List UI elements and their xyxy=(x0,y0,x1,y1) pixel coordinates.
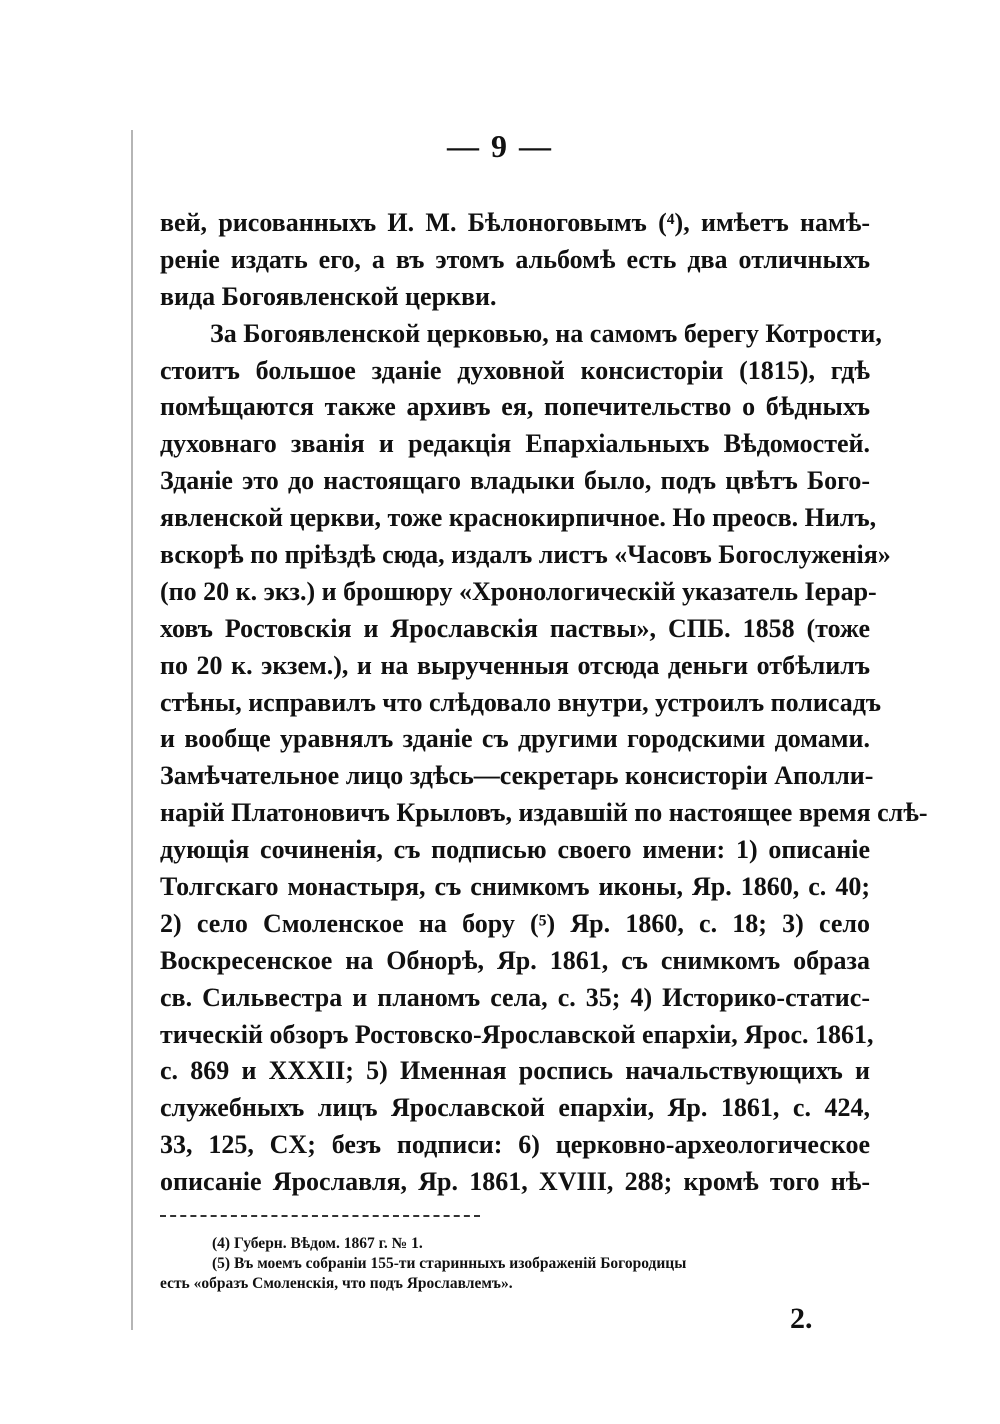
text-line: стоитъ большое зданіе духовной консисторіи (1815), гдѣ xyxy=(160,355,870,385)
text-line: За Богоявленской церковью, на самомъ берегу Котрости, xyxy=(210,318,882,348)
text-line: нарій Платоновичъ Крыловъ, издавшій по настоящее время слѣ- xyxy=(160,798,928,828)
text-line: стѣны, исправилъ что слѣдовало внутри, устроилъ полисадъ xyxy=(160,687,882,717)
footnote-separator xyxy=(160,1215,480,1217)
footnote-5: (5) Въ моемъ собраніи 155-ти старинныхъ изображеній Богородицы xyxy=(212,1255,687,1272)
text-line: Замѣчательное лицо здѣсь—секретарь консисторіи Аполли- xyxy=(160,761,874,791)
body-text xyxy=(160,205,928,1201)
text-line: помѣщаются также архивъ ея, попечительство о бѣдныхъ xyxy=(160,392,870,422)
text-line: св. Сильвестра и планомъ села, с. 35; 4) Историко-статис- xyxy=(160,982,870,1012)
text-line: вей, рисованныхъ И. М. Бѣлоноговымъ (⁴), имѣетъ намѣ- xyxy=(160,208,870,237)
text-line: реніе издать его, а въ этомъ альбомѣ есть два отличныхъ xyxy=(160,244,870,274)
text-line: дующія сочиненія, съ подписью своего имени: 1) описаніе xyxy=(160,835,870,865)
footnotes xyxy=(160,1234,870,1294)
text-line: Толгскаго монастыря, съ снимкомъ иконы, Яр. 1860, с. 40; xyxy=(160,872,870,902)
text-line: (по 20 к. экз.) и брошюру «Хронологическій указатель Іерар- xyxy=(160,576,877,606)
text-line: с. 869 и XXXII; 5) Именная роспись начальствующихъ и xyxy=(160,1056,870,1086)
text-line: 2) село Смоленское на бору (⁵) Яр. 1860, с. 18; 3) село xyxy=(160,908,870,938)
footnote-5-continued: есть «образъ Смоленскія, что подъ Ярославлемъ». xyxy=(160,1275,513,1292)
text-line: 33, 125, CX; безъ подписи: 6) церковно-археологическое xyxy=(160,1130,870,1160)
text-line: и вообще уравнялъ зданіе съ другими городскими домами. xyxy=(160,724,870,754)
page-number: — 9 — xyxy=(447,128,553,164)
text-line: Воскресенское на Обнорѣ, Яр. 1861, съ снимкомъ образа xyxy=(160,945,870,975)
text-line: явленской церкви, тоже краснокирпичное. Но преосв. Нилъ, xyxy=(160,503,877,533)
text-line: вскорѣ по пріѣздѣ сюда, издалъ листъ «Часовъ Богослуженія» xyxy=(160,540,891,570)
text-line: служебныхъ лицъ Ярославской епархіи, Яр. 1861, с. 424, xyxy=(160,1093,870,1123)
text-line: по 20 к. экзем.), и на вырученныя отсюда деньги отбѣлилъ xyxy=(160,650,870,680)
text-line: ховъ Ростовскія и Ярославскія паствы», СПБ. 1858 (тоже xyxy=(160,613,870,643)
footnote-4: (4) Губерн. Вѣдом. 1867 г. № 1. xyxy=(212,1235,423,1252)
text-line: тическій обзоръ Ростовско-Ярославской епархіи, Ярос. 1861, xyxy=(160,1019,874,1049)
text-line: вида Богоявленской церкви. xyxy=(160,281,497,311)
text-line: описаніе Ярославля, Яр. 1861, XVIII, 288; кромѣ того нѣ- xyxy=(160,1167,870,1197)
text-line: Зданіе это до настоящаго владыки было, подъ цвѣтъ Бого- xyxy=(160,466,870,496)
margin-rule xyxy=(131,130,133,1330)
signature-mark: 2. xyxy=(790,1302,813,1335)
text-line: духовнаго званія и редакція Епархіальныхъ Вѣдомостей. xyxy=(160,429,870,459)
